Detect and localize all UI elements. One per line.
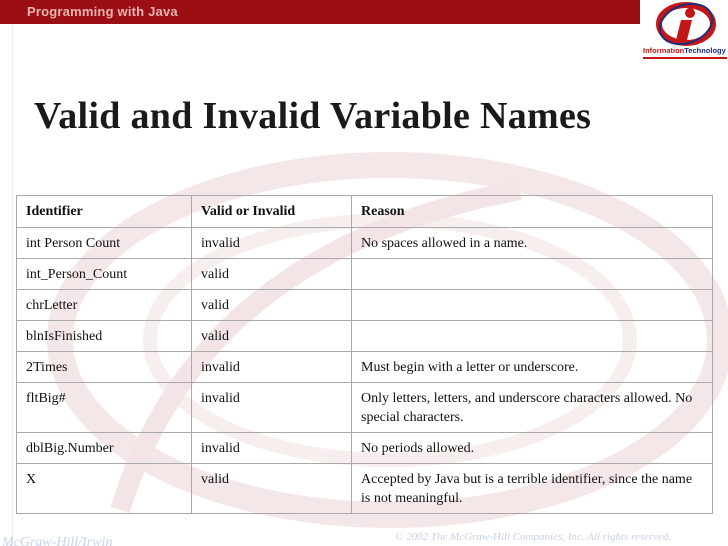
footer-publisher: McGraw-Hill/Irwin — [2, 535, 113, 546]
logo-i-icon — [654, 2, 718, 46]
cell-identifier: dblBig.Number — [17, 433, 192, 464]
cell-identifier: 2Times — [17, 352, 192, 383]
cell-identifier: int_Person_Count — [17, 259, 192, 290]
table-row — [17, 352, 713, 383]
left-stripe — [0, 24, 13, 546]
logo-word-technology: Technology — [684, 46, 726, 55]
table-row — [17, 464, 713, 514]
footer-copyright: © 2002 The McGraw-Hill Companies, Inc. All rights reserved. — [395, 531, 672, 543]
cell-validity: valid — [192, 464, 352, 514]
cell-identifier: X — [17, 464, 192, 514]
logo-word-information: Information — [643, 46, 685, 55]
cell-identifier: blnIsFinished — [17, 321, 192, 352]
cell-validity: valid — [192, 321, 352, 352]
table-row — [17, 228, 713, 259]
cell-reason — [352, 259, 713, 290]
cell-validity: valid — [192, 259, 352, 290]
cell-identifier: chrLetter — [17, 290, 192, 321]
cell-reason: No spaces allowed in a name. — [352, 228, 713, 259]
slide-title: Valid and Invalid Variable Names — [34, 95, 592, 137]
column-header-identifier: Identifier — [17, 196, 192, 228]
cell-reason: Accepted by Java but is a terrible identifier, since the name is not meaningful. — [352, 464, 713, 514]
course-title: Programming with Java — [27, 4, 178, 19]
cell-validity: invalid — [192, 352, 352, 383]
column-header-reason: Reason — [352, 196, 713, 228]
cell-identifier: int Person Count — [17, 228, 192, 259]
cell-reason — [352, 290, 713, 321]
cell-validity: valid — [192, 290, 352, 321]
table-row — [17, 259, 713, 290]
cell-validity: invalid — [192, 433, 352, 464]
logo-underline — [643, 57, 727, 59]
cell-validity: invalid — [192, 228, 352, 259]
cell-reason: Only letters, letters, and underscore characters allowed. No special characters. — [352, 383, 713, 433]
table-row — [17, 321, 713, 352]
information-technology-logo — [640, 0, 728, 62]
cell-reason — [352, 321, 713, 352]
cell-reason: No periods allowed. — [352, 433, 713, 464]
table-row — [17, 383, 713, 433]
table-header-row — [17, 196, 713, 228]
column-header-validity: Valid or Invalid — [192, 196, 352, 228]
logo-wordmark — [643, 46, 726, 55]
cell-validity: invalid — [192, 383, 352, 433]
cell-identifier: fltBig# — [17, 383, 192, 433]
header-banner — [0, 0, 728, 24]
variable-names-table — [16, 195, 713, 514]
table-row — [17, 433, 713, 464]
table-row — [17, 290, 713, 321]
cell-reason: Must begin with a letter or underscore. — [352, 352, 713, 383]
